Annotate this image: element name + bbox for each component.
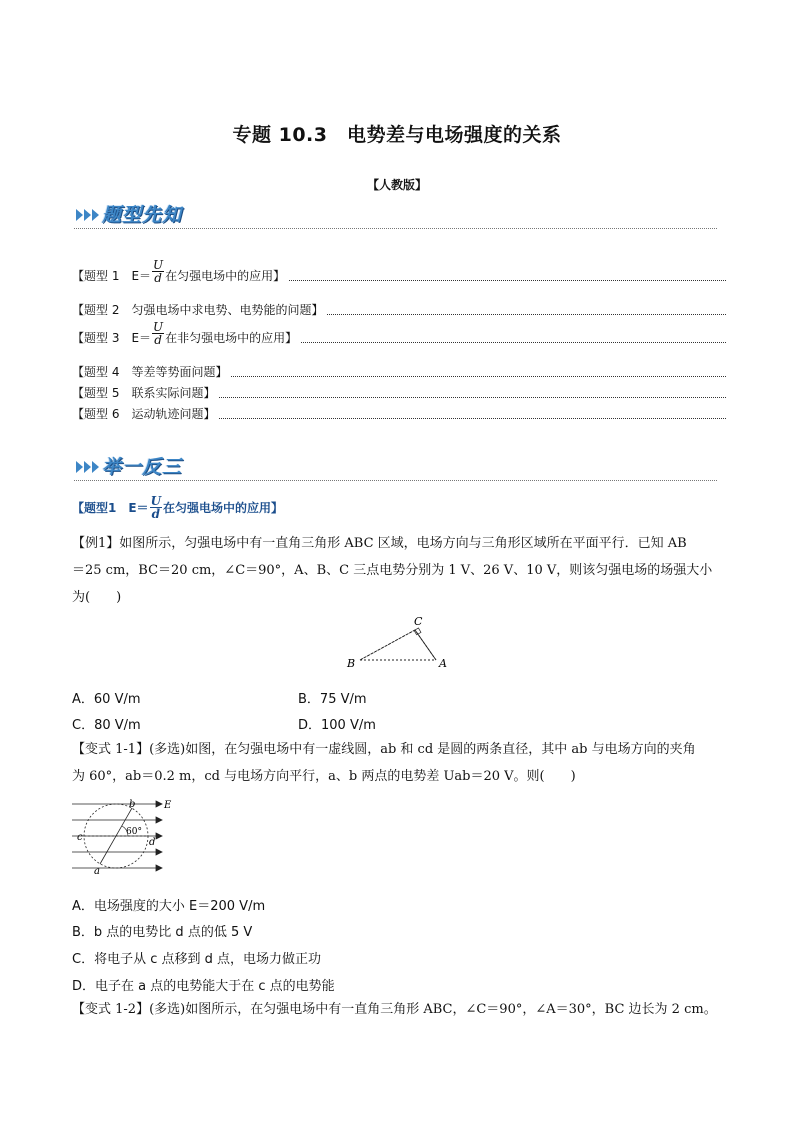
variant-1-2-text: 【变式 1-2】(多选)如图所示，在匀强电场中有一直角三角形 ABC，∠C＝90°，∠A＝30°，BC 边长为 2 cm。 [72, 1002, 717, 1017]
variant11-option-b[interactable]: B．b 点的电势比 d 点的低 5 V [72, 925, 253, 940]
divider [74, 228, 717, 229]
toc-item-4[interactable]: 【题型 4 等差等势面问题】 [72, 364, 726, 380]
triangle-abc-figure [340, 612, 460, 672]
angle-label: 60° [126, 827, 142, 837]
variant11-option-a[interactable]: A．电场强度的大小 E＝200 V/m [72, 899, 266, 914]
example-1-text: 【例1】如图所示，匀强电场中有一直角三角形 ABC 区域，电场方向与三角形区域所在平面平行．已知 AB ＝25 cm，BC＝20 cm，∠C＝90°，A、B、C 三点电势分别为 1 V、26 V、10 V，则该匀强电场的场强大小 为( ) [72, 536, 713, 605]
toc-item-1[interactable]: 【题型 1 E＝ $\frac{U}{d}$ 在匀强电场中的应用】 [72, 268, 726, 284]
preview-banner-text: 题型先知 [102, 204, 183, 226]
toc-item-6[interactable]: 【题型 6 运动轨迹问题】 [72, 406, 726, 422]
variant11-option-c[interactable]: C．将电子从 c 点移到 d 点，电场力做正功 [72, 952, 322, 967]
label-b: b [129, 799, 136, 810]
label-b: B [347, 657, 356, 670]
section-heading-type1: 【题型1 E＝ $\frac{U}{d}$ 在匀强电场中的应用】 [72, 494, 284, 521]
divider [74, 480, 717, 481]
edition-label: 【人教版】 [366, 178, 427, 192]
toc-item-2[interactable]: 【题型 2 匀强电场中求电势、电势能的问题】 [72, 302, 726, 318]
label-d: d [149, 837, 156, 848]
example1-option-c[interactable]: C．80 V/m [72, 718, 141, 733]
label-a: A [439, 657, 447, 670]
circle-field-figure [70, 796, 170, 876]
page-title: 专题 10.3 电势差与电场强度的关系 [232, 124, 562, 146]
practice-banner-text: 举一反三 [102, 456, 183, 478]
variant11-option-d[interactable]: D．电子在 a 点的电势能大于在 c 点的电势能 [72, 979, 335, 994]
toc-item-3[interactable]: 【题型 3 E＝ $\frac{U}{d}$ 在非匀强电场中的应用】 [72, 330, 726, 346]
label-c: c [77, 832, 83, 843]
label-e: E [164, 800, 172, 811]
label-a: a [94, 866, 100, 877]
example1-option-d[interactable]: D．100 V/m [298, 718, 376, 733]
label-c: C [414, 615, 423, 628]
toc-item-5[interactable]: 【题型 5 联系实际问题】 [72, 385, 726, 401]
example1-option-a[interactable]: A．60 V/m [72, 692, 141, 707]
example1-option-b[interactable]: B．75 V/m [298, 692, 367, 707]
variant-1-1-text: 【变式 1-1】(多选)如图，在匀强电场中有一虚线圆，ab 和 cd 是圆的两条直径，其中 ab 与电场方向的夹角 为 60°，ab＝0.2 m，cd 与电场方向平行，a、b 两点的电势差 Uab＝20 V。则( ) [72, 742, 696, 784]
